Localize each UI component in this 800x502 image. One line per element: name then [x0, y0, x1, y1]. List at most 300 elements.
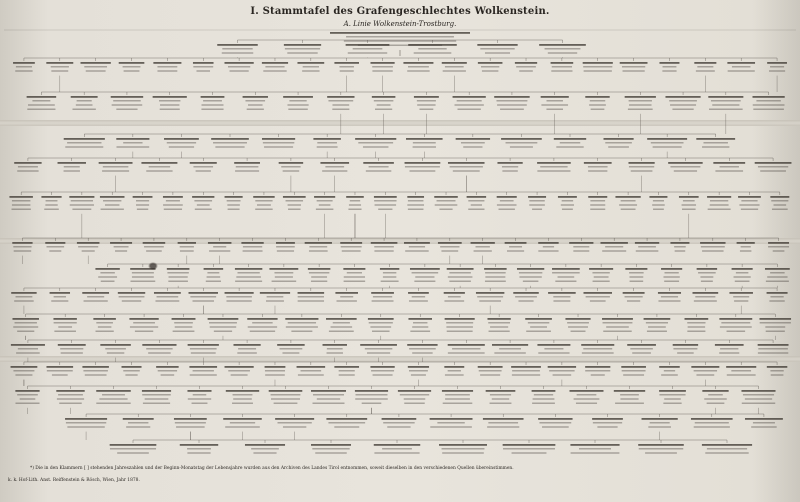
entry-text-stroke: [116, 109, 137, 110]
entry-text-stroke: [645, 452, 677, 453]
entry-text-stroke: [485, 52, 510, 53]
entry-text-stroke: [442, 452, 484, 453]
entry-text-stroke: [588, 170, 607, 171]
entry-text-stroke: [46, 62, 73, 64]
entry-text-stroke: [193, 66, 213, 67]
entry-text-stroke: [123, 370, 140, 371]
entry-text-stroke: [58, 326, 72, 327]
entry-text-stroke: [54, 296, 66, 297]
entry-text-stroke: [635, 242, 659, 244]
entry-text-stroke: [15, 403, 39, 404]
entry-text-stroke: [405, 166, 440, 167]
entry-text-stroke: [664, 398, 681, 399]
entry-text-stroke: [760, 322, 791, 323]
entry-text-stroke: [298, 374, 324, 375]
entry-text-stroke: [758, 352, 788, 353]
entry-text-stroke: [15, 322, 37, 323]
entry-text-stroke: [245, 100, 265, 101]
entry-text-stroke: [644, 318, 671, 320]
entry-text-stroke: [497, 196, 517, 198]
entry-text-stroke: [592, 272, 609, 273]
entry-text-stroke: [228, 370, 250, 371]
entry-text-stroke: [159, 100, 180, 101]
entry-text-stroke: [720, 166, 739, 167]
entry-text-stroke: [328, 100, 353, 101]
entry-text-stroke: [732, 268, 753, 270]
entry-text-stroke: [330, 32, 470, 34]
entry-text-stroke: [231, 374, 248, 375]
entry-text-stroke: [673, 344, 698, 346]
entry-text-stroke: [710, 200, 728, 201]
entry-text-stroke: [670, 242, 689, 244]
entry-text-stroke: [770, 196, 789, 198]
entry-text-stroke: [175, 422, 206, 423]
entry-text-stroke: [446, 322, 473, 323]
entry-text-stroke: [579, 448, 611, 449]
entry-text-stroke: [570, 390, 604, 392]
entry-text-stroke: [328, 422, 365, 423]
entry-text-stroke: [133, 196, 153, 198]
entry-text-stroke: [561, 204, 574, 205]
entry-text-stroke: [430, 426, 472, 427]
entry-text-stroke: [734, 276, 751, 277]
entry-text-stroke: [691, 418, 733, 420]
entry-text-stroke: [537, 344, 570, 346]
entry-text-stroke: [164, 209, 182, 210]
entry-text-stroke: [711, 100, 741, 101]
entry-text-stroke: [720, 326, 752, 327]
entry-text-stroke: [552, 268, 580, 270]
entry-text-stroke: [118, 292, 145, 294]
entry-text-stroke: [753, 104, 785, 105]
entry-text-stroke: [337, 300, 357, 301]
entry-text-stroke: [12, 200, 30, 201]
entry-text-stroke: [247, 318, 277, 320]
entry-text-stroke: [144, 246, 164, 247]
entry-text-stroke: [51, 66, 69, 67]
entry-text-stroke: [59, 403, 81, 404]
entry-text-stroke: [317, 398, 340, 399]
entry-text-stroke: [418, 48, 446, 49]
entry-text-stroke: [615, 196, 640, 198]
entry-text-stroke: [646, 322, 668, 323]
entry-text-stroke: [407, 204, 424, 205]
entry-text-stroke: [180, 444, 218, 446]
entry-text-stroke: [585, 96, 609, 98]
entry-text-stroke: [110, 448, 156, 449]
entry-text-stroke: [276, 242, 295, 244]
entry-text-stroke: [663, 66, 677, 67]
entry-text-stroke: [453, 96, 486, 98]
entry-text-stroke: [206, 281, 221, 282]
entry-text-stroke: [374, 200, 396, 201]
entry-text-stroke: [45, 204, 57, 205]
entry-text-stroke: [136, 204, 149, 205]
entry-text-stroke: [368, 318, 394, 320]
entry-text-stroke: [627, 344, 656, 346]
entry-text-stroke: [413, 142, 436, 143]
entry-text-stroke: [449, 272, 471, 273]
entry-text-stroke: [111, 96, 143, 98]
entry-text-stroke: [583, 62, 613, 64]
entry-text-stroke: [317, 146, 338, 147]
entry-text-stroke: [741, 209, 758, 210]
entry-text-stroke: [648, 326, 666, 327]
entry-text-stroke: [758, 348, 788, 349]
entry-text-stroke: [51, 300, 68, 301]
entry-text-stroke: [468, 209, 484, 210]
entry-text-stroke: [96, 403, 130, 404]
entry-text-stroke: [720, 348, 738, 349]
entry-text-stroke: [406, 138, 443, 140]
entry-text-stroke: [503, 444, 556, 446]
entry-text-stroke: [767, 62, 787, 64]
entry-text-stroke: [441, 250, 458, 251]
entry-text-stroke: [263, 70, 286, 71]
entry-text-stroke: [347, 272, 362, 273]
entry-text-stroke: [194, 200, 212, 201]
entry-text-stroke: [64, 166, 80, 167]
entry-text-stroke: [540, 166, 567, 167]
entry-text-stroke: [590, 100, 605, 101]
entry-text-stroke: [449, 281, 471, 282]
entry-text-stroke: [590, 300, 606, 301]
entry-text-stroke: [549, 370, 574, 371]
entry-text-stroke: [148, 352, 171, 353]
entry-text-stroke: [191, 352, 216, 353]
entry-text-stroke: [528, 196, 546, 198]
entry-text-stroke: [374, 452, 419, 453]
entry-text-stroke: [726, 366, 756, 368]
entry-text-stroke: [193, 394, 207, 395]
entry-text-stroke: [623, 70, 645, 71]
entry-text-stroke: [64, 170, 80, 171]
entry-text-stroke: [52, 374, 68, 375]
entry-text-stroke: [193, 166, 213, 167]
entry-text-stroke: [145, 398, 169, 399]
entry-text-stroke: [409, 246, 425, 247]
entry-text-stroke: [558, 196, 577, 198]
entry-text-stroke: [477, 44, 517, 46]
entry-text-stroke: [663, 276, 679, 277]
entry-text-stroke: [228, 66, 250, 67]
entry-text-stroke: [562, 209, 573, 210]
entry-text-stroke: [448, 352, 485, 353]
entry-text-stroke: [96, 390, 131, 392]
entry-text-stroke: [769, 70, 785, 71]
entry-text-stroke: [116, 138, 149, 140]
entry-text-stroke: [627, 300, 640, 301]
entry-text-stroke: [768, 246, 789, 247]
entry-text-stroke: [629, 166, 654, 167]
entry-text-stroke: [414, 52, 452, 53]
entry-text-stroke: [448, 344, 485, 346]
entry-text-stroke: [344, 281, 366, 282]
entry-text-stroke: [387, 426, 410, 427]
entry-text-stroke: [333, 322, 350, 323]
entry-text-stroke: [280, 348, 303, 349]
entry-text-stroke: [538, 418, 572, 420]
entry-text-stroke: [456, 138, 490, 140]
entry-text-stroke: [189, 366, 217, 368]
entry-text-stroke: [102, 170, 129, 171]
entry-text-stroke: [317, 142, 337, 143]
entry-text-stroke: [499, 348, 521, 349]
entry-text-stroke: [651, 142, 684, 143]
entry-text-stroke: [374, 196, 397, 198]
entry-text-stroke: [125, 374, 137, 375]
entry-text-stroke: [448, 370, 461, 371]
entry-text-stroke: [226, 300, 251, 301]
entry-text-stroke: [265, 370, 285, 371]
entry-text-stroke: [591, 109, 605, 110]
entry-text-stroke: [756, 100, 780, 101]
entry-text-stroke: [136, 200, 149, 201]
entry-text-stroke: [404, 242, 430, 244]
entry-text-stroke: [398, 390, 431, 392]
entry-text-stroke: [312, 448, 349, 449]
entry-text-stroke: [369, 166, 389, 167]
entry-text-stroke: [54, 331, 76, 332]
entry-text-stroke: [405, 250, 429, 251]
entry-text-stroke: [163, 196, 183, 198]
entry-text-stroke: [673, 348, 697, 349]
entry-text-stroke: [478, 366, 503, 368]
entry-text-stroke: [327, 352, 343, 353]
entry-text-stroke: [468, 200, 484, 201]
entry-text-stroke: [505, 242, 527, 244]
entry-text-stroke: [569, 242, 593, 244]
entry-text-stroke: [444, 366, 464, 368]
entry-text-stroke: [512, 452, 547, 453]
entry-text-stroke: [664, 272, 678, 273]
entry-text-stroke: [380, 268, 399, 270]
entry-text-stroke: [653, 200, 664, 201]
entry-text-stroke: [372, 331, 390, 332]
entry-text-stroke: [638, 444, 684, 446]
entry-text-stroke: [180, 246, 194, 247]
entry-text-stroke: [190, 296, 216, 297]
entry-text-stroke: [377, 104, 391, 105]
entry-text-stroke: [682, 209, 696, 210]
entry-text-stroke: [313, 394, 344, 395]
entry-text-stroke: [241, 242, 263, 244]
entry-text-stroke: [236, 276, 261, 277]
entry-text-stroke: [623, 292, 645, 294]
entry-text-stroke: [46, 366, 73, 368]
entry-text-stroke: [734, 300, 748, 301]
entry-text-stroke: [537, 162, 571, 164]
entry-text-stroke: [9, 196, 32, 198]
entry-text-stroke: [740, 250, 751, 251]
entry-text-stroke: [56, 390, 84, 392]
entry-text-stroke: [704, 398, 726, 399]
entry-text-stroke: [201, 96, 225, 98]
entry-text-stroke: [250, 331, 275, 332]
entry-text-stroke: [603, 331, 631, 332]
entry-text-stroke: [440, 246, 459, 247]
entry-text-stroke: [355, 390, 388, 392]
entry-text-stroke: [767, 366, 787, 368]
entry-text-stroke: [288, 322, 316, 323]
entry-text-stroke: [187, 448, 211, 449]
entry-text-stroke: [370, 366, 394, 368]
entry-text-stroke: [548, 366, 576, 368]
entry-text-stroke: [302, 70, 319, 71]
entry-text-stroke: [119, 62, 145, 64]
entry-text-stroke: [93, 318, 116, 320]
entry-text-stroke: [375, 204, 397, 205]
entry-text-stroke: [297, 62, 324, 64]
entry-text-stroke: [374, 444, 420, 446]
entry-text-stroke: [253, 196, 274, 198]
entry-text-stroke: [410, 268, 440, 270]
entry-text-stroke: [226, 390, 259, 392]
entry-text-stroke: [331, 326, 353, 327]
entry-text-stroke: [453, 170, 480, 171]
entry-text-stroke: [47, 370, 73, 371]
entry-text-stroke: [774, 204, 787, 205]
entry-text-stroke: [760, 170, 786, 171]
entry-text-stroke: [759, 318, 791, 320]
entry-text-stroke: [445, 398, 470, 399]
entry-text-stroke: [707, 403, 725, 404]
entry-text-stroke: [175, 326, 193, 327]
entry-text-stroke: [288, 109, 307, 110]
entry-text-stroke: [291, 331, 312, 332]
entry-text-stroke: [594, 276, 609, 277]
entry-text-stroke: [408, 209, 424, 210]
entry-text-stroke: [16, 296, 33, 297]
entry-text-stroke: [500, 200, 514, 201]
entry-text-stroke: [314, 196, 335, 198]
entry-text-stroke: [20, 398, 36, 399]
entry-text-stroke: [479, 300, 501, 301]
entry-text-stroke: [604, 138, 634, 140]
entry-text-stroke: [98, 276, 117, 277]
entry-text-stroke: [658, 292, 681, 294]
entry-text-stroke: [123, 66, 141, 67]
entry-text-stroke: [592, 418, 623, 420]
entry-text-stroke: [467, 196, 487, 198]
entry-text-stroke: [77, 242, 100, 244]
entry-text-stroke: [370, 62, 394, 64]
entry-text-stroke: [492, 344, 528, 346]
entry-text-stroke: [49, 250, 61, 251]
entry-text-stroke: [45, 242, 65, 244]
entry-text-stroke: [343, 268, 365, 270]
entry-text-stroke: [340, 242, 362, 244]
entry-text-stroke: [187, 390, 211, 392]
entry-text-stroke: [571, 331, 586, 332]
entry-text-stroke: [78, 246, 98, 247]
entry-text-stroke: [486, 390, 516, 392]
entry-text-stroke: [537, 170, 570, 171]
entry-text-stroke: [471, 204, 482, 205]
entry-text-stroke: [77, 100, 92, 101]
entry-text-stroke: [501, 138, 542, 140]
entry-text-stroke: [251, 448, 279, 449]
entry-text-stroke: [519, 276, 541, 277]
entry-text-stroke: [289, 100, 306, 101]
entry-text-stroke: [225, 292, 254, 294]
entry-text-stroke: [51, 70, 68, 71]
entry-text-stroke: [311, 390, 346, 392]
entry-text-stroke: [663, 403, 681, 404]
chart-subtitle: A. Linie Wolkenstein-Trostburg.: [343, 20, 457, 28]
entry-text-stroke: [659, 62, 679, 64]
entry-text-stroke: [248, 104, 263, 105]
entry-text-stroke: [32, 100, 50, 101]
entry-text-stroke: [66, 422, 106, 423]
entry-text-stroke: [669, 100, 697, 101]
entry-text-stroke: [659, 366, 680, 368]
entry-text-stroke: [14, 162, 41, 164]
entry-text-stroke: [311, 444, 351, 446]
entry-text-stroke: [682, 204, 696, 205]
entry-text-stroke: [18, 348, 38, 349]
entry-text-stroke: [766, 281, 789, 282]
entry-text-stroke: [622, 370, 646, 371]
entry-text-stroke: [225, 196, 243, 198]
entry-text-stroke: [225, 366, 254, 368]
entry-text-stroke: [517, 268, 544, 270]
entry-text-stroke: [489, 331, 510, 332]
entry-text-stroke: [360, 344, 397, 346]
entry-text-stroke: [541, 96, 569, 98]
entry-text-stroke: [445, 374, 464, 375]
entry-text-stroke: [267, 296, 284, 297]
entry-text-stroke: [591, 374, 605, 375]
entry-text-stroke: [772, 209, 788, 210]
entry-text-stroke: [96, 331, 114, 332]
entry-text-stroke: [193, 62, 214, 64]
entry-text-stroke: [283, 96, 313, 98]
entry-text-stroke: [519, 272, 542, 273]
entry-text-stroke: [262, 62, 288, 64]
entry-text-stroke: [408, 318, 432, 320]
entry-text-stroke: [551, 70, 572, 71]
entry-text-stroke: [103, 166, 129, 167]
entry-text-stroke: [213, 142, 247, 143]
entry-text-stroke: [479, 370, 502, 371]
entry-text-stroke: [192, 403, 208, 404]
entry-text-stroke: [687, 331, 705, 332]
entry-text-stroke: [534, 394, 553, 395]
entry-text-stroke: [209, 250, 230, 251]
entry-text-stroke: [629, 272, 644, 273]
entry-text-stroke: [208, 242, 232, 244]
entry-text-stroke: [233, 344, 260, 346]
entry-text-stroke: [286, 326, 318, 327]
entry-text-stroke: [589, 104, 606, 105]
entry-text-stroke: [647, 138, 687, 140]
entry-text-stroke: [606, 326, 629, 327]
entry-text-stroke: [100, 196, 125, 198]
entry-text-stroke: [135, 331, 153, 332]
entry-text-stroke: [257, 204, 271, 205]
entry-text-stroke: [715, 344, 744, 346]
entry-text-stroke: [348, 209, 361, 210]
entry-text-stroke: [169, 146, 194, 147]
entry-text-stroke: [13, 246, 31, 247]
entry-text-stroke: [113, 100, 141, 101]
entry-text-stroke: [530, 326, 547, 327]
entry-text-stroke: [477, 296, 503, 297]
entry-text-stroke: [419, 109, 433, 110]
entry-text-stroke: [279, 162, 303, 164]
entry-text-stroke: [707, 448, 747, 449]
